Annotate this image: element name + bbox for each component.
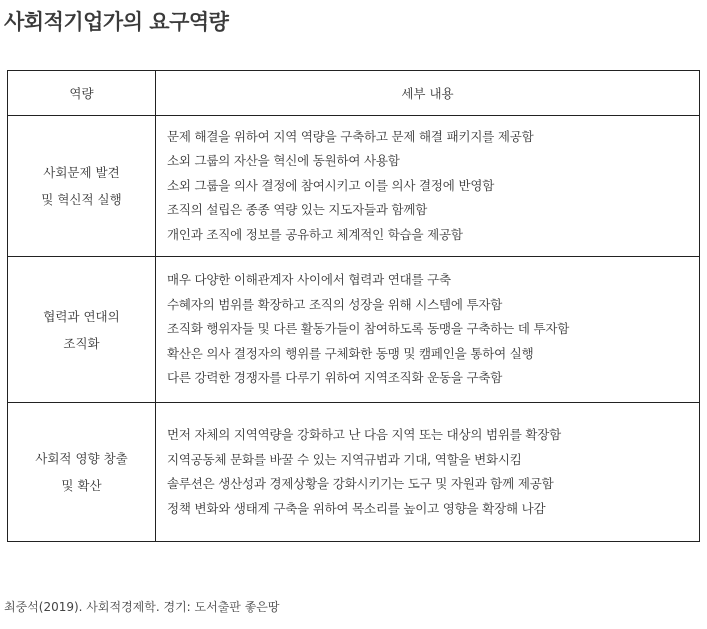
document-title: 사회적기업가의 요구역량 <box>4 10 229 34</box>
details-cell <box>156 257 700 403</box>
header-competency: 역량 <box>8 71 156 116</box>
detail-item: 솔루션은 생산성과 경제상황을 강화시키기는 도구 및 자원과 함께 제공함 <box>167 476 554 491</box>
detail-item: 문제 해결을 위하여 지역 역량을 구축하고 문제 해결 패키지를 제공함 <box>167 128 534 144</box>
detail-item: 지역공동체 문화를 바꿀 수 있는 지역규범과 기대, 역할을 변화시킴 <box>167 451 522 467</box>
detail-item: 먼저 자체의 지역역량을 강화하고 난 다음 지역 또는 대상의 범위를 확장함 <box>167 427 561 442</box>
competency-cell <box>8 403 156 542</box>
competency-cell <box>8 116 156 257</box>
table-row <box>8 257 700 403</box>
table-row <box>8 403 700 542</box>
competency-label-line: 사회문제 발견 <box>43 165 120 180</box>
detail-item: 조직화 행위자들 및 다른 활동가들이 참여하도록 동맹을 구축하는 데 투자함 <box>167 321 570 337</box>
competency-label-line: 및 혁신적 실행 <box>41 192 122 207</box>
competency-table <box>7 70 700 542</box>
detail-item: 소외 그룹을 의사 결정에 참여시키고 이를 의사 결정에 반영함 <box>167 177 495 193</box>
detail-item: 정책 변화와 생태계 구축을 위하여 목소리를 높이고 영향을 확장해 나감 <box>167 500 546 516</box>
detail-item: 다른 강력한 경쟁자를 다루기 위하여 지역조직화 운동을 구축함 <box>167 370 503 386</box>
detail-item: 개인과 조직에 정보를 공유하고 체계적인 학습을 제공함 <box>167 226 463 242</box>
table-row <box>8 116 700 257</box>
detail-item: 조직의 설립은 종종 역량 있는 지도자들과 함께함 <box>167 202 428 218</box>
header-details: 세부 내용 <box>156 71 700 116</box>
detail-item: 확산은 의사 결정자의 행위를 구체화한 동맹 및 캠페인을 통하여 실행 <box>167 345 534 361</box>
detail-item: 수혜자의 범위를 확장하고 조직의 성장을 위해 시스템에 투자함 <box>167 296 503 312</box>
competency-label-line: 사회적 영향 창출 <box>35 451 128 466</box>
detail-item: 매우 다양한 이해관계자 사이에서 협력과 연대를 구축 <box>167 272 451 288</box>
details-cell <box>156 116 700 257</box>
competency-cell <box>8 257 156 403</box>
detail-item: 소외 그룹의 자산을 혁신에 동원하여 사용함 <box>167 153 400 169</box>
competency-label-line: 및 확산 <box>61 478 102 493</box>
details-cell <box>156 403 700 542</box>
competency-label-line: 조직화 <box>63 335 100 351</box>
competency-label-line: 협력과 연대의 <box>43 308 120 324</box>
table-header-row <box>8 71 700 116</box>
source-citation: 최중석(2019). 사회적경제학. 경기: 도서출판 좋은땅 <box>4 600 280 614</box>
